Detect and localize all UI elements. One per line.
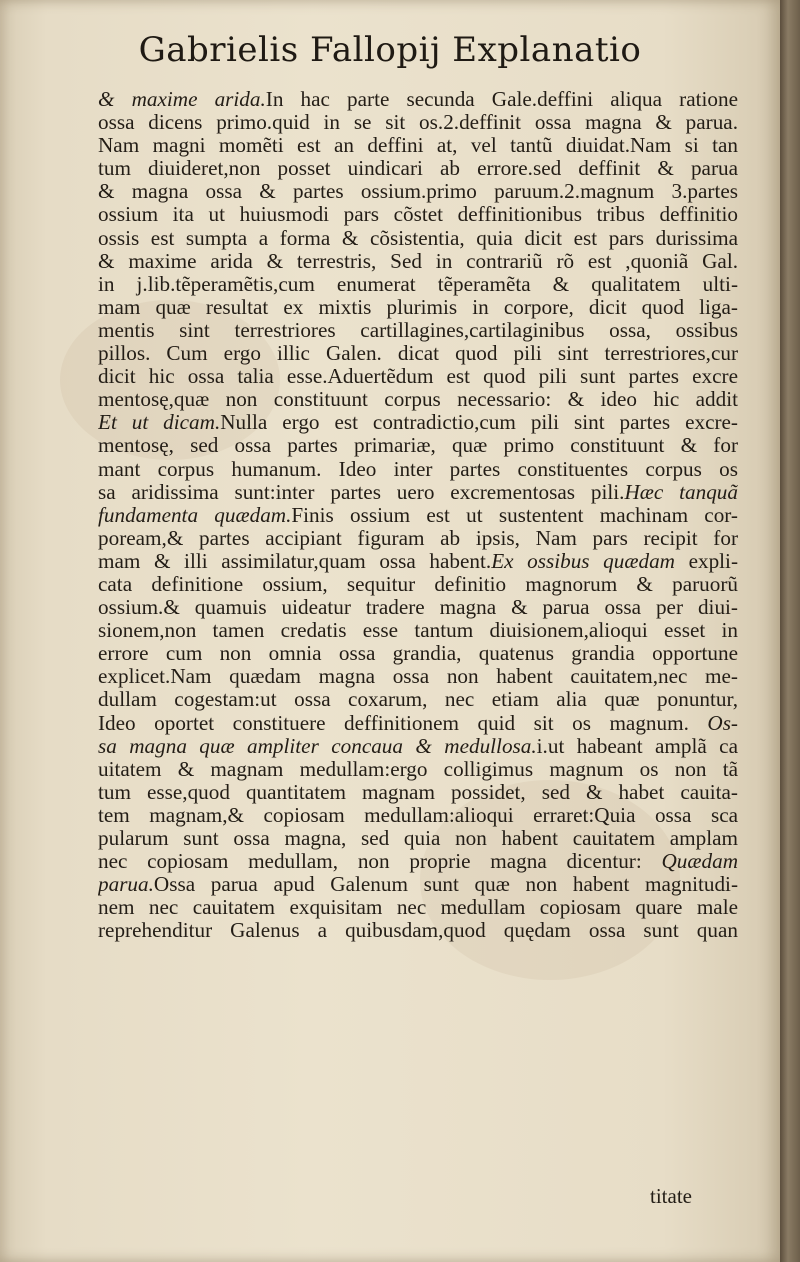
text-run: Ideo oportet constituere deffinitionem quid sit os magnum. bbox=[98, 711, 708, 735]
text-run: poream,& partes accipiant figuram ab ipsis, Nam pars recipit for bbox=[98, 526, 738, 550]
italic-lemma: Os- bbox=[707, 711, 738, 735]
text-line bbox=[98, 712, 738, 735]
text-line bbox=[98, 642, 738, 665]
text-run: pillos. Cum ergo illic Galen. dicat quod pili sint terrestriores,cur bbox=[98, 342, 738, 366]
text-run: mam & illi assimilatur,quam ossa habent. bbox=[98, 549, 492, 573]
italic-lemma: Ex ossibus quædam bbox=[491, 549, 675, 573]
italic-lemma: parua. bbox=[98, 873, 154, 897]
italic-lemma: Et ut dicam. bbox=[98, 411, 221, 435]
body-text bbox=[98, 88, 738, 942]
text-line bbox=[98, 735, 738, 758]
text-line bbox=[98, 665, 738, 688]
text-run: Nam magni momẽti est an deffini at, vel tantũ diuidat.Nam si tan bbox=[98, 134, 738, 158]
text-run: dicit hic ossa talia esse.Aduertẽdum est quod pili sunt partes excre bbox=[98, 365, 738, 389]
text-run: pularum sunt ossa magna, sed quia non habent cauitatem amplam bbox=[98, 827, 738, 850]
italic-lemma: & maxime arida. bbox=[98, 88, 266, 111]
text-run: & magna ossa & partes ossium.primo paruum.2.magnum 3.partes bbox=[98, 180, 738, 204]
text-run: nem nec cauitatem exquisitam nec medullam copiosam quare male bbox=[98, 896, 738, 920]
text-line bbox=[98, 919, 738, 942]
text-line bbox=[98, 804, 738, 827]
text-line bbox=[98, 250, 738, 273]
text-line bbox=[98, 550, 738, 573]
catchword: titate bbox=[650, 1184, 692, 1208]
text-run: mentosę, sed ossa partes primariæ, quæ primo constituunt & for bbox=[98, 434, 738, 458]
text-run: i.ut habeant amplã ca bbox=[536, 734, 738, 758]
text-line bbox=[98, 180, 738, 203]
page-edge bbox=[780, 0, 800, 1262]
text-run: mentosę,quæ non constituunt corpus necessario: & ideo hic addit bbox=[98, 388, 738, 412]
text-run: Finis ossium est ut sustentent machinam cor- bbox=[291, 503, 738, 527]
text-line bbox=[98, 111, 738, 134]
text-run: sa aridissima sunt:inter partes uero excrementosas pili. bbox=[98, 480, 625, 504]
text-line bbox=[98, 411, 738, 434]
italic-lemma: Quædam bbox=[661, 850, 738, 874]
text-line bbox=[98, 573, 738, 596]
text-line bbox=[98, 850, 738, 873]
text-run: ossium.& quamuis uideatur tradere magna & parua ossa per diui- bbox=[98, 596, 738, 620]
text-run: expli- bbox=[674, 549, 738, 573]
text-run: ossium ita ut huiusmodi pars cõstet deffinitionibus tribus deffinitio bbox=[98, 203, 738, 227]
text-line bbox=[98, 481, 738, 504]
text-run: errore cum non omnia ossa grandia, quatenus grandia opportune bbox=[98, 642, 738, 666]
text-run: tum esse,quod quantitatem magnam possidet, sed & habet cauita- bbox=[98, 780, 738, 804]
text-run: uitatem & magnam medullam:ergo colligimus magnum os non tã bbox=[98, 757, 738, 781]
text-line bbox=[98, 827, 738, 850]
text-run: nec copiosam medullam, non proprie magna dicentur: bbox=[98, 850, 662, 874]
text-run: mentis sint terrestriores cartillagines,cartilaginibus ossa, ossibus bbox=[98, 318, 738, 342]
page-title: Gabrielis Fallopij Explanatio bbox=[138, 30, 642, 70]
text-run: mam quæ resultat ex mixtis plurimis in corpore, dicit quod liga- bbox=[98, 295, 738, 319]
text-line bbox=[98, 434, 738, 457]
italic-lemma: Hæc tanquã bbox=[624, 480, 738, 504]
text-line bbox=[98, 873, 738, 896]
text-line bbox=[98, 203, 738, 226]
text-line bbox=[98, 88, 738, 111]
text-line bbox=[98, 527, 738, 550]
text-run: tum diuideret,non posset uindicari ab errore.sed deffinit & parua bbox=[98, 157, 738, 181]
text-run: reprehenditur Galenus a quibusdam,quod quędam ossa sunt quan bbox=[98, 919, 738, 943]
text-line bbox=[98, 342, 738, 365]
text-run: Nulla ergo est contradictio,cum pili sint partes excre- bbox=[220, 411, 738, 435]
text-line bbox=[98, 273, 738, 296]
text-line bbox=[98, 688, 738, 711]
text-run: tem magnam,& copiosam medullam:alioqui erraret:Quia ossa sca bbox=[98, 803, 738, 827]
text-run: cata definitione ossium, sequitur definitio magnorum & paruorũ bbox=[98, 572, 738, 596]
text-line bbox=[98, 596, 738, 619]
text-line bbox=[98, 458, 738, 481]
text-run: & maxime arida & terrestris, Sed in contrariũ rõ est ,quoniã Gal. bbox=[98, 249, 738, 273]
text-line bbox=[98, 296, 738, 319]
text-run: ossis est sumpta a forma & cõsistentia, quia dicit est pars durissima bbox=[98, 226, 738, 250]
text-line bbox=[98, 134, 738, 157]
text-line bbox=[98, 157, 738, 180]
text-run: in j.lib.tẽperamẽtis,cum enumerat tẽperamẽta & qualitatem ulti- bbox=[98, 272, 738, 296]
text-line bbox=[98, 758, 738, 781]
text-run: explicet.Nam quædam magna ossa non habent cauitatem,nec me- bbox=[98, 665, 738, 689]
italic-lemma: fundamenta quædam. bbox=[98, 503, 292, 527]
text-run: ossa dicens primo.quid in se sit os.2.deffinit ossa magna & parua. bbox=[98, 111, 738, 135]
text-run: Ossa parua apud Galenum sunt quæ non habent magnitudi- bbox=[153, 873, 738, 897]
text-line bbox=[98, 896, 738, 919]
text-line bbox=[98, 319, 738, 342]
text-line bbox=[98, 781, 738, 804]
text-line bbox=[98, 619, 738, 642]
text-line bbox=[98, 227, 738, 250]
text-line bbox=[98, 504, 738, 527]
text-run: mant corpus humanum. Ideo inter partes constituentes corpus os bbox=[98, 457, 738, 481]
text-line bbox=[98, 388, 738, 411]
text-line bbox=[98, 365, 738, 388]
italic-lemma: sa magna quæ ampliter concaua & medullosa. bbox=[98, 734, 537, 758]
text-run: dullam cogestam:ut ossa coxarum, nec etiam alia quæ ponuntur, bbox=[98, 688, 738, 712]
text-run: In hac parte secunda Gale.deffini aliqua ratione bbox=[265, 88, 738, 111]
text-run: sionem,non tamen credatis esse tantum diuisionem,alioqui esset in bbox=[98, 619, 738, 643]
